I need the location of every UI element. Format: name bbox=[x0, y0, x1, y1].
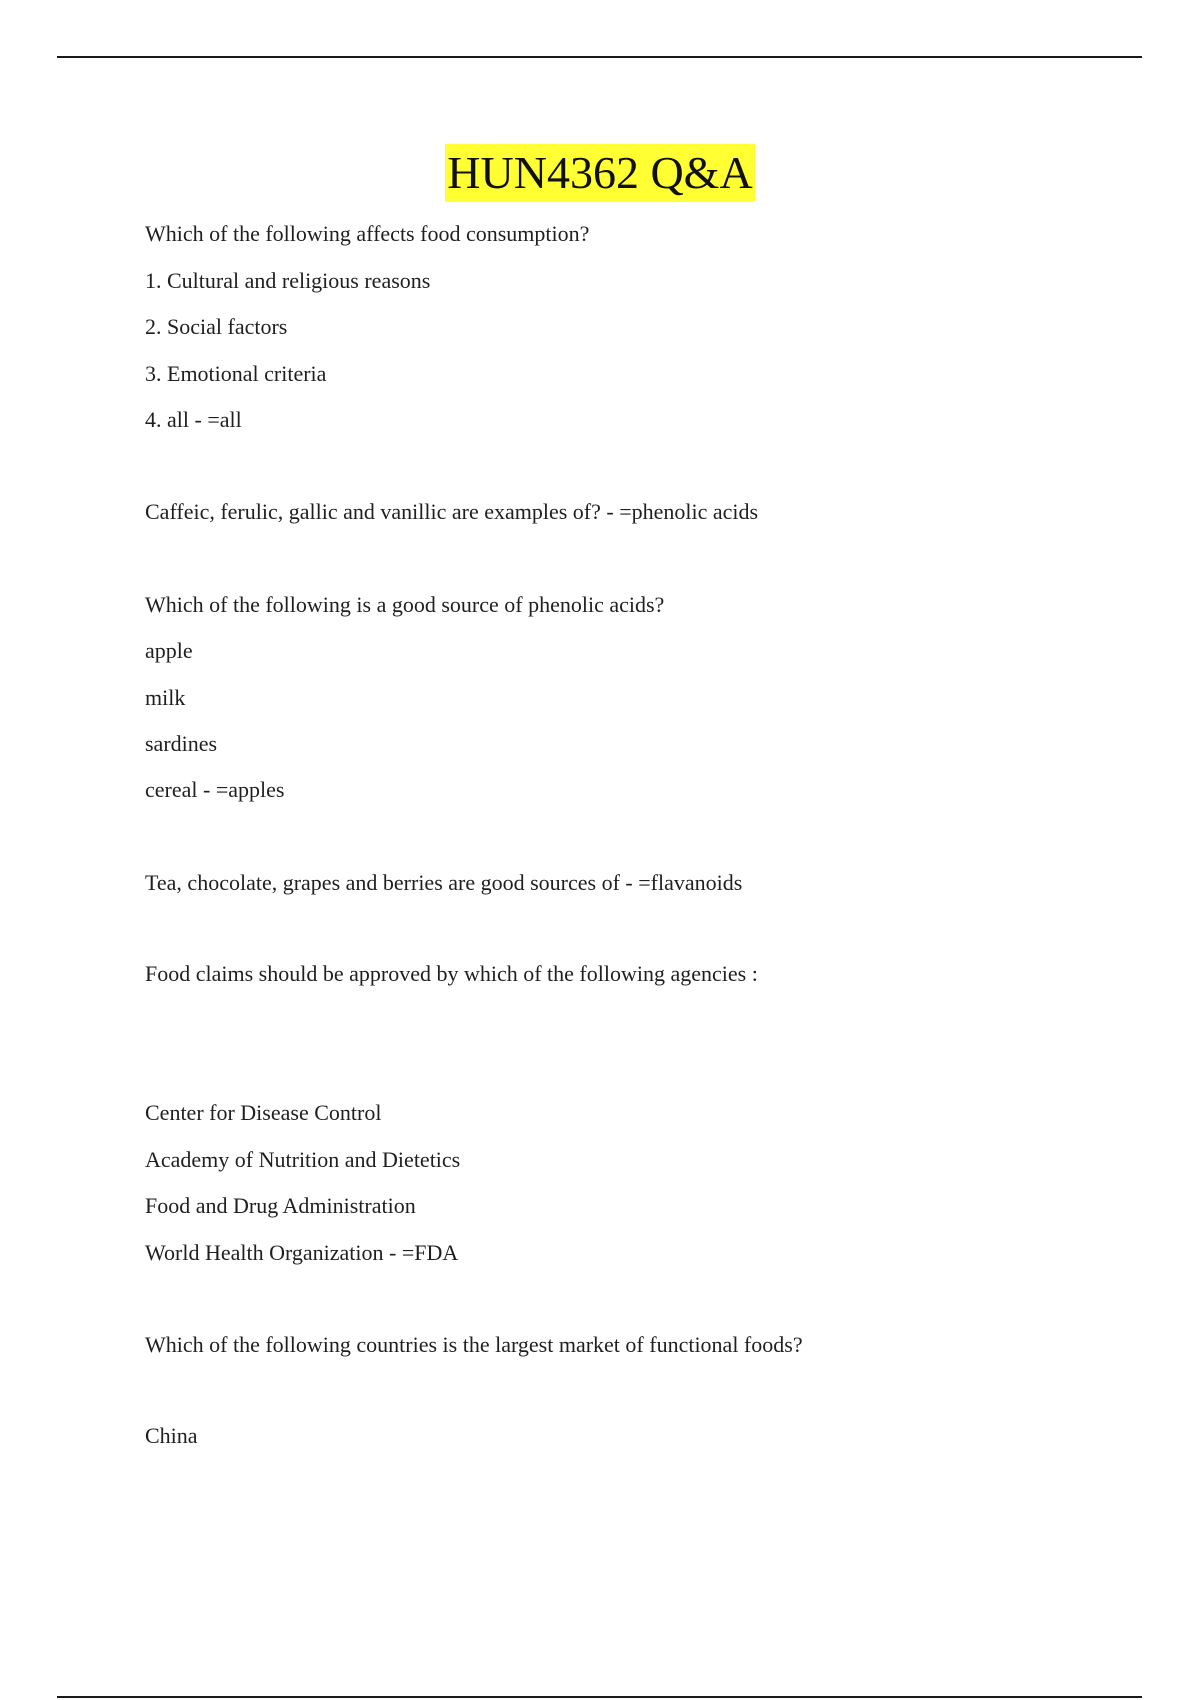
question-3-option-4: cereal - =apples bbox=[145, 777, 285, 802]
question-6: Which of the following countries is the largest market of functional foods? bbox=[145, 1332, 803, 1357]
question-1-option-4: 4. all - =all bbox=[145, 407, 242, 432]
question-1-option-2: 2. Social factors bbox=[145, 314, 288, 339]
question-5: Food claims should be approved by which of the following agencies : bbox=[145, 961, 758, 986]
bottom-rule bbox=[57, 1696, 1142, 1698]
question-3: Which of the following is a good source of phenolic acids? bbox=[145, 592, 665, 617]
question-1-option-1: 1. Cultural and religious reasons bbox=[145, 268, 431, 293]
question-5-option-3: Food and Drug Administration bbox=[145, 1193, 416, 1218]
question-3-option-1: apple bbox=[145, 638, 193, 663]
question-5-option-2: Academy of Nutrition and Dietetics bbox=[145, 1147, 461, 1172]
question-2: Caffeic, ferulic, gallic and vanillic are examples of? - =phenolic acids bbox=[145, 499, 759, 524]
title-container bbox=[0, 144, 1200, 202]
question-3-option-3: sardines bbox=[145, 731, 218, 756]
question-5-option-1: Center for Disease Control bbox=[145, 1100, 382, 1125]
question-4: Tea, chocolate, grapes and berries are good sources of - =flavanoids bbox=[145, 870, 743, 895]
top-rule bbox=[57, 56, 1142, 58]
question-1: Which of the following affects food consumption? bbox=[145, 221, 590, 246]
question-6-option-1: China bbox=[145, 1423, 198, 1448]
page-title: HUN4362 Q&A bbox=[445, 144, 754, 202]
question-1-option-3: 3. Emotional criteria bbox=[145, 361, 327, 386]
question-5-option-4: World Health Organization - =FDA bbox=[145, 1240, 459, 1265]
question-3-option-2: milk bbox=[145, 685, 186, 710]
